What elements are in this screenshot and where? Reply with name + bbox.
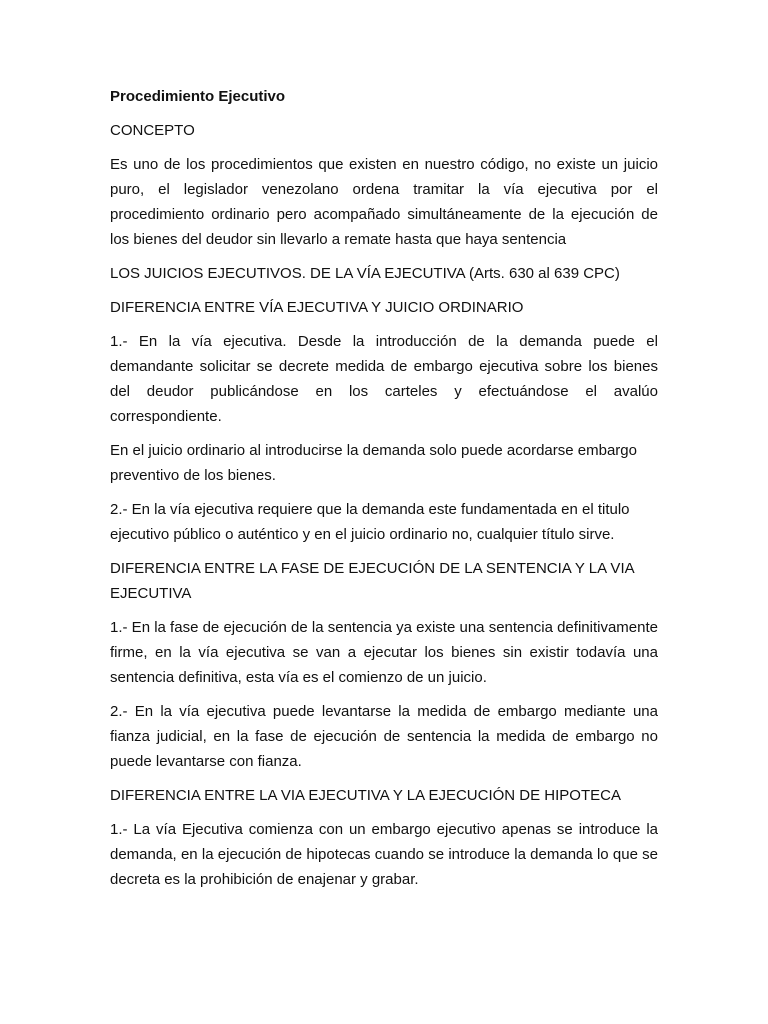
document-page	[110, 84, 658, 901]
section-heading-concepto: CONCEPTO	[110, 122, 195, 139]
paragraph-diferencia-1-1: 1.- En la vía ejecutiva. Desde la introducción de la demanda puede el demandante solicitar se decrete medida de embargo ejecutiva sobre los bienes del deudor publicándose en los carteles y efectuándose el avalúo correspondiente.	[110, 333, 658, 425]
section-heading-diferencia-fase-ejecucion: DIFERENCIA ENTRE LA FASE DE EJECUCIÓN DE LA SENTENCIA Y LA VIA EJECUTIVA	[110, 560, 634, 602]
section-heading-juicios-ejecutivos: LOS JUICIOS EJECUTIVOS. DE LA VÍA EJECUTIVA (Arts. 630 al 639 CPC)	[110, 265, 620, 282]
paragraph-diferencia-2-2: 2.- En la vía ejecutiva puede levantarse la medida de embargo mediante una fianza judicial, en la fase de ejecución de sentencia la medida de embargo no puede levantarse con fianza.	[110, 703, 658, 770]
document-title: Procedimiento Ejecutivo	[110, 88, 286, 105]
paragraph-diferencia-1-2: En el juicio ordinario al introducirse la demanda solo puede acordarse embargo preventivo de los bienes.	[110, 442, 637, 484]
section-heading-diferencia-juicio-ordinario: DIFERENCIA ENTRE VÍA EJECUTIVA Y JUICIO ORDINARIO	[110, 299, 524, 316]
paragraph-diferencia-1-3: 2.- En la vía ejecutiva requiere que la demanda este fundamentada en el titulo ejecutivo público o auténtico y en el juicio ordinario no, cualquier título sirve.	[110, 501, 630, 543]
section-heading-diferencia-hipoteca: DIFERENCIA ENTRE LA VIA EJECUTIVA Y LA EJECUCIÓN DE HIPOTECA	[110, 787, 621, 804]
paragraph-diferencia-2-1: 1.- En la fase de ejecución de la sentencia ya existe una sentencia definitivamente firme, en la vía ejecutiva se van a ejecutar los bienes sin existir todavía una sentencia definitiva, esta vía es el comienzo de un juicio.	[110, 619, 658, 686]
paragraph-concepto: Es uno de los procedimientos que existen en nuestro código, no existe un juicio puro, el legislador venezolano ordena tramitar la vía ejecutiva por el procedimiento ordinario pero acompañado simultáneamente de la ejecución de los bienes del deudor sin llevarlo a remate hasta que haya sentencia	[110, 156, 658, 248]
paragraph-diferencia-3-1: 1.- La vía Ejecutiva comienza con un embargo ejecutivo apenas se introduce la demanda, en la ejecución de hipotecas cuando se introduce la demanda lo que se decreta es la prohibición de enajenar y grabar.	[110, 821, 658, 888]
